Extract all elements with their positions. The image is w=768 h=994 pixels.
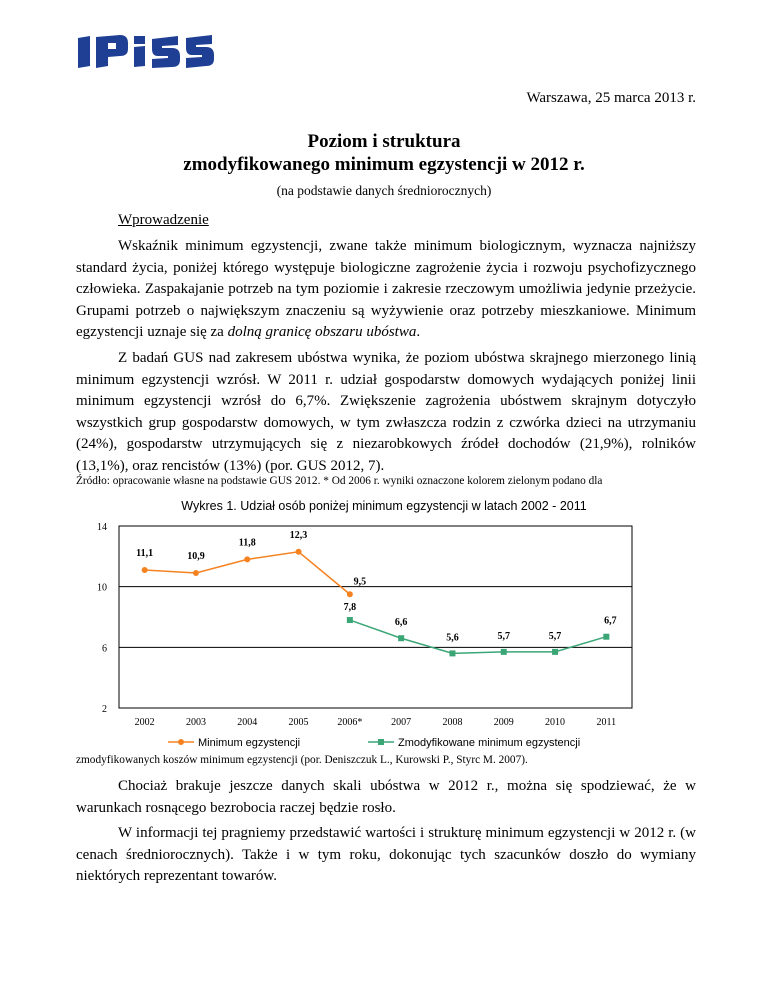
document-date: Warszawa, 25 marca 2013 r. xyxy=(526,90,696,106)
data-label: 12,3 xyxy=(289,529,308,541)
y-tick-label: 6 xyxy=(102,643,107,655)
data-point xyxy=(244,556,250,562)
title-line-1: Poziom i struktura xyxy=(307,131,461,152)
data-point xyxy=(296,549,302,555)
data-point xyxy=(193,570,199,576)
x-tick-label: 2009 xyxy=(493,717,514,728)
data-point xyxy=(347,617,353,623)
x-tick-label: 2011 xyxy=(596,717,617,728)
line-chart xyxy=(76,516,696,756)
x-tick-label: 2002 xyxy=(134,717,155,728)
data-point xyxy=(552,649,558,655)
legend-label: Minimum egzystencji xyxy=(198,737,301,749)
paragraph-4: W informacji tej pragniemy przedstawić wartości i strukturę minimum egzystencji w 2012 r. (w cenach średniorocznych). Także i w tym roku, dokonując tych szacunków doszło do wymiany niektórych reprezentant towarów. xyxy=(76,825,696,884)
legend-label: Zmodyfikowane minimum egzystencji xyxy=(398,737,581,749)
data-point xyxy=(142,567,148,573)
data-point xyxy=(449,650,455,656)
section-heading: Wprowadzenie xyxy=(118,212,209,228)
data-point xyxy=(501,649,507,655)
paragraph-1: Wskaźnik minimum egzystencji, zwane także minimum biologicznym, wyznacza najniższy standard życia, poniżej którego występuje biologiczne zagrożenie życia i rozwoju psychofizycznego człowieka. Zaspakajanie potrzeb na tym poziomie i zakresie rzeczowym umożliwia jedynie przeżycie. Grupami potrzeb o największym znaczeniu są wyżywienie oraz potrzeby mieszkaniowe. Minimum egzystencji uznaje się za dolną granicę obszaru ubóstwa. xyxy=(76,238,696,340)
data-label: 6,6 xyxy=(394,617,408,629)
chart-title: Wykres 1. Udział osób poniżej minimum egzystencji w latach 2002 - 2011 xyxy=(181,499,587,513)
document-subtitle: (na podstawie danych średniorocznych) xyxy=(276,183,492,198)
x-tick-label: 2010 xyxy=(545,717,566,728)
legend-marker xyxy=(178,739,184,745)
paragraph-2: Z badań GUS nad zakresem ubóstwa wynika, że poziom ubóstwa skrajnego mierzonego linią minimum egzystencji wzrósł. W 2011 r. udział gospodarstw domowych wydających poniżej linii minimum egzystencji wzrósł do 6,7%. Zwiększenie zagrożenia ubóstwem skrajnym dotyczyło wszystkich grup gospodarstw domowych, w tym zwłaszcza rodzin z czwórka dzieci na utrzymaniu (24%), gospodarstw utrzymujących się z niezarobkowych źródeł dochodów (21,9%), rolników (13,1%), oraz rencistów (13%) (por. GUS 2012, 7). xyxy=(76,350,696,474)
x-tick-label: 2007 xyxy=(391,717,412,728)
series-line xyxy=(350,620,606,653)
data-label: 5,6 xyxy=(446,632,459,644)
title-line-2: zmodyfikowanego minimum egzystencji w 2012 r. xyxy=(183,154,585,175)
x-tick-label: 2005 xyxy=(288,717,309,728)
data-label: 5,7 xyxy=(548,630,562,642)
emphasis: dolną granicę obszaru ubóstwa xyxy=(227,324,417,340)
y-tick-label: 10 xyxy=(97,582,107,594)
data-label: 7,8 xyxy=(343,602,357,614)
x-tick-label: 2008 xyxy=(442,717,463,728)
document-title xyxy=(0,130,768,176)
data-label: 10,9 xyxy=(187,551,205,563)
data-label: 6,7 xyxy=(604,615,617,627)
ipiss-logo-letters xyxy=(78,35,214,68)
source-note-line-2: zmodyfikowanych koszów minimum egzystencji (por. Deniszczuk L., Kurowski P., Styrc M. 2007). xyxy=(76,754,528,766)
data-label: 11,1 xyxy=(136,547,154,559)
data-point xyxy=(398,635,404,641)
x-tick-label: 2003 xyxy=(185,717,206,728)
y-tick-label: 2 xyxy=(102,704,107,715)
x-tick-label: 2006* xyxy=(337,717,363,728)
legend-marker xyxy=(378,739,384,745)
data-point xyxy=(347,591,353,597)
ipiss-logo xyxy=(76,34,216,70)
data-label: 9,5 xyxy=(353,576,367,588)
source-note-line-1: Źródło: opracowanie własne na podstawie GUS 2012. * Od 2006 r. wyniki oznaczone kolorem zielonym podano dla xyxy=(76,475,603,487)
paragraph-3: Chociaż brakuje jeszcze danych skali ubóstwa w 2012 r., można się spodziewać, że w warunkach rosnącego bezrobocia raczej będzie rosło. xyxy=(76,778,696,816)
y-tick-label: 14 xyxy=(97,522,107,533)
x-tick-label: 2004 xyxy=(237,717,258,728)
data-point xyxy=(603,634,609,640)
data-label: 11,8 xyxy=(238,537,256,549)
data-label: 5,7 xyxy=(497,630,510,642)
